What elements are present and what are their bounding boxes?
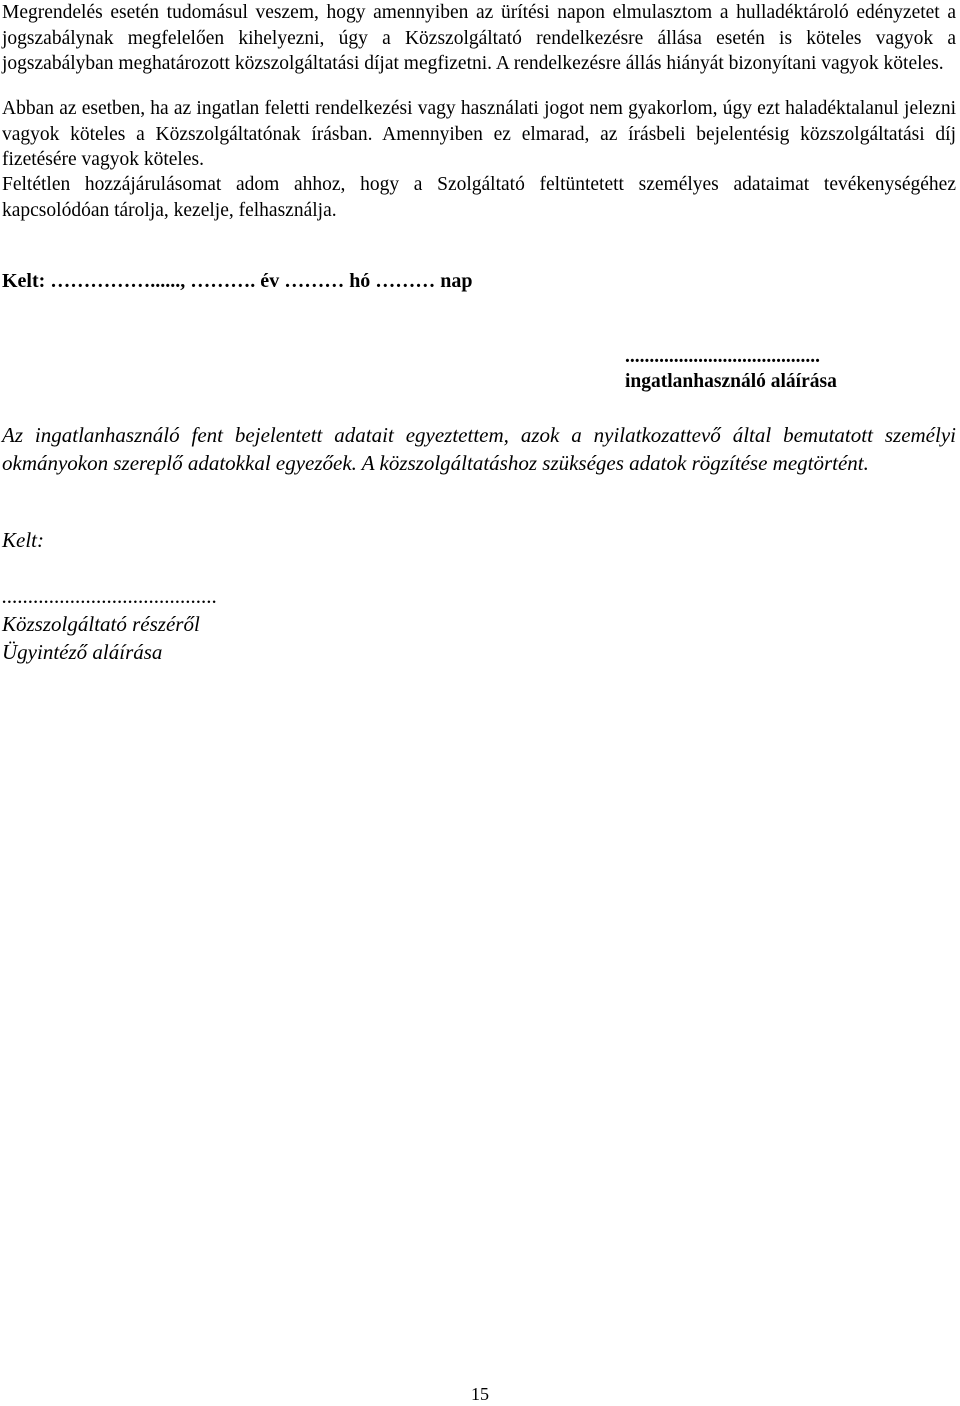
date-line: Kelt: ……………......, ………. év ……… hó ……… nap xyxy=(2,270,473,292)
user-signature-block xyxy=(625,344,837,394)
paragraph-data-consent: Feltétlen hozzájárulásomat adom ahhoz, hogy a Szolgáltató feltüntetett személyes adataimat tevékenységéhez kapcsolódóan tárolja, kezelje, felhasználja. xyxy=(2,174,956,221)
user-signature-dots: ........................................ xyxy=(625,346,820,367)
provider-signature-dots: ......................................... xyxy=(2,584,218,608)
user-signature-label: ingatlanhasználó aláírása xyxy=(625,371,837,392)
verification-paragraph: Az ingatlanhasználó fent bejelentett adatait egyeztettem, azok a nyilatkozattevő által bemutatott személyi okmányokon szereplő adatokkal egyezőek. A közszolgáltatáshoz szükséges adatok rögzítése megtörtént. xyxy=(2,423,956,475)
paragraph-collection-obligation: Megrendelés esetén tudomásul veszem, hogy amennyiben az ürítési napon elmulasztom a hulladéktároló edényzetet a jogszabálynak megfelelően kihelyezni, úgy a Közszolgáltató rendelkezésre állása esetén is köteles vagyok a jogszabályban meghatározott közszolgáltatási díjat megfizetni. A rendelkezésre állás hiányát bizonyítani vagyok köteles. xyxy=(2,2,956,74)
page-number: 15 xyxy=(471,1384,489,1404)
provider-signature-line2: Ügyintéző aláírása xyxy=(2,640,163,664)
paragraph-usage-rights: Abban az esetben, ha az ingatlan feletti rendelkezési vagy használati jogot nem gyakorlom, úgy ezt haladéktalanul jelezni vagyok köteles a Közszolgáltatónak írásban. Amennyiben ez elmarad, az írásbeli bejelentésig közszolgáltatási díj fizetésére vagyok köteles. xyxy=(2,98,956,170)
provider-signature-block xyxy=(2,582,217,666)
provider-date-label: Kelt: xyxy=(2,528,44,552)
provider-signature-line1: Közszolgáltató részéről xyxy=(2,612,200,636)
